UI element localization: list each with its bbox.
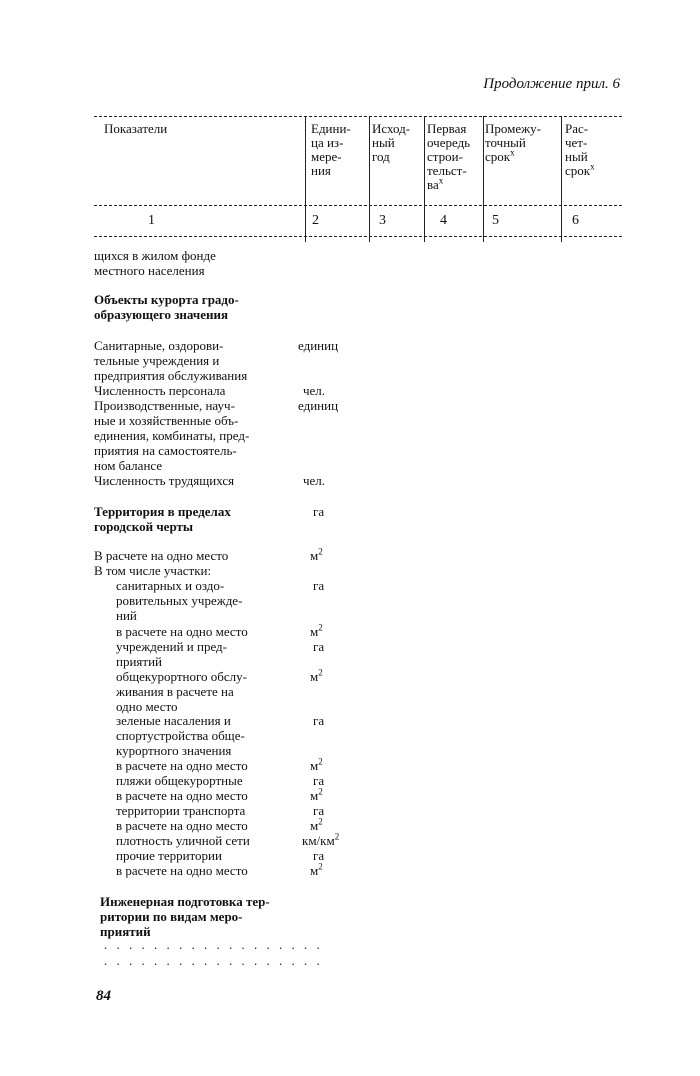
- indicator-row: пляжи общекурортные: [116, 773, 243, 788]
- continuation-header: Продолжение прил. 6: [483, 76, 620, 92]
- column-header-interim: Промежу- точный срок$^х$: [485, 121, 541, 164]
- column-number: 3: [379, 213, 386, 228]
- column-header-first-stage: Первая очередь строи- тельст- $ва^х$: [427, 121, 471, 192]
- unit-cell: $м^2$: [310, 861, 323, 878]
- unit-cell: $м^2$: [310, 622, 323, 639]
- indicator-row: в расчете на одно место: [116, 758, 248, 773]
- column-header-design: Рас- чет- ный срок$^х$: [565, 121, 595, 178]
- indicator-row: санитарных и оздо- ровительных учрежде- ний: [116, 578, 243, 623]
- unit-exponent: 2: [318, 816, 323, 827]
- footnote-mark: х: [510, 147, 515, 158]
- column-number: 5: [492, 213, 499, 228]
- section-heading: Объекты курорта градо- образующего значения: [94, 292, 239, 322]
- unit-cell: га: [313, 639, 325, 654]
- indicator-row: прочие территории: [116, 848, 222, 863]
- unit-cell: единиц: [298, 338, 339, 353]
- unit-cell: га: [313, 504, 325, 519]
- indicator-row: в расчете на одно место: [116, 818, 248, 833]
- indicator-row: учреждений и пред- приятий: [116, 639, 228, 669]
- column-number: 4: [440, 213, 447, 228]
- unit-exponent: 2: [318, 546, 323, 557]
- indicator-row: в расчете на одно место: [116, 624, 248, 639]
- column-header-indicators: Показатели: [104, 121, 168, 136]
- table-header: [94, 112, 622, 240]
- unit-cell: $км/км^2$: [302, 831, 340, 848]
- dot-leader: . . . . . . . . . . . . . . . . . .: [104, 953, 323, 968]
- unit-cell: чел.: [303, 383, 326, 398]
- indicator-row: В расчете на одно место: [94, 548, 229, 563]
- unit-exponent: 2: [318, 622, 323, 633]
- indicator-row: Численность персонала: [94, 383, 226, 398]
- unit-exponent: 2: [318, 667, 323, 678]
- indicator-row: Санитарные, оздорови- тельные учреждения и предприятия обслуживания: [94, 338, 248, 383]
- column-divider: [561, 116, 562, 242]
- unit-cell: $м^2$: [310, 546, 323, 563]
- column-divider: [424, 116, 425, 242]
- unit-cell: чел.: [303, 473, 326, 488]
- indicator-row: общекурортного обслу- живания в расчете на одно место: [116, 669, 247, 714]
- section-heading: Территория в пределах городской черты: [94, 504, 231, 534]
- column-number: 2: [312, 213, 319, 228]
- unit-cell: га: [313, 578, 325, 593]
- column-number: 1: [148, 213, 155, 228]
- unit-cell: $м^2$: [310, 667, 323, 684]
- unit-exponent: 2: [318, 786, 323, 797]
- unit-cell: га: [313, 713, 325, 728]
- unit-cell: $м^2$: [310, 756, 323, 773]
- table-numbers-rule: [94, 236, 622, 237]
- unit-cell: га: [313, 803, 325, 818]
- column-divider: [369, 116, 370, 242]
- column-number: 6: [572, 213, 579, 228]
- indicator-row: в расчете на одно место: [116, 788, 248, 803]
- unit-cell: $м^2$: [310, 786, 323, 803]
- indicator-row: зеленые насаления и спортустройства обще- курортного значения: [116, 713, 245, 758]
- unit-exponent: 2: [318, 861, 323, 872]
- indicator-row: щихся в жилом фонде местного населения: [94, 248, 216, 278]
- unit-exponent: 2: [334, 831, 340, 842]
- unit-cell: $м^2$: [310, 816, 323, 833]
- indicator-row: В том числе участки:: [94, 563, 212, 578]
- table-header-rule: [94, 205, 622, 206]
- unit-cell: единиц: [298, 398, 339, 413]
- table-top-rule: [94, 116, 622, 117]
- page-number: 84: [96, 988, 111, 1004]
- footnote-mark: х: [438, 175, 444, 186]
- unit-exponent: 2: [318, 756, 323, 767]
- column-header-unit: Едини- ца из- мере- ния: [311, 121, 351, 178]
- unit-cell: га: [313, 848, 325, 863]
- unit-cell: га: [313, 773, 325, 788]
- indicator-row: Производственные, науч- ные и хозяйственные объ- единения, комбинаты, пред- приятия на самостоятель- ном балансе: [94, 398, 250, 473]
- indicator-row: в расчете на одно место: [116, 863, 248, 878]
- indicator-row: Численность трудящихся: [94, 473, 235, 488]
- dot-leader: . . . . . . . . . . . . . . . . . .: [104, 937, 323, 952]
- section-heading: Инженерная подготовка тер- ритории по видам меро- приятий: [100, 894, 270, 939]
- footnote-mark: х: [590, 161, 595, 172]
- column-divider: [305, 116, 306, 242]
- column-header-base-year: Исход- ный год: [372, 121, 411, 164]
- indicator-row: территории транспорта: [116, 803, 246, 818]
- column-divider: [483, 116, 484, 242]
- indicator-row: плотность уличной сети: [116, 833, 250, 848]
